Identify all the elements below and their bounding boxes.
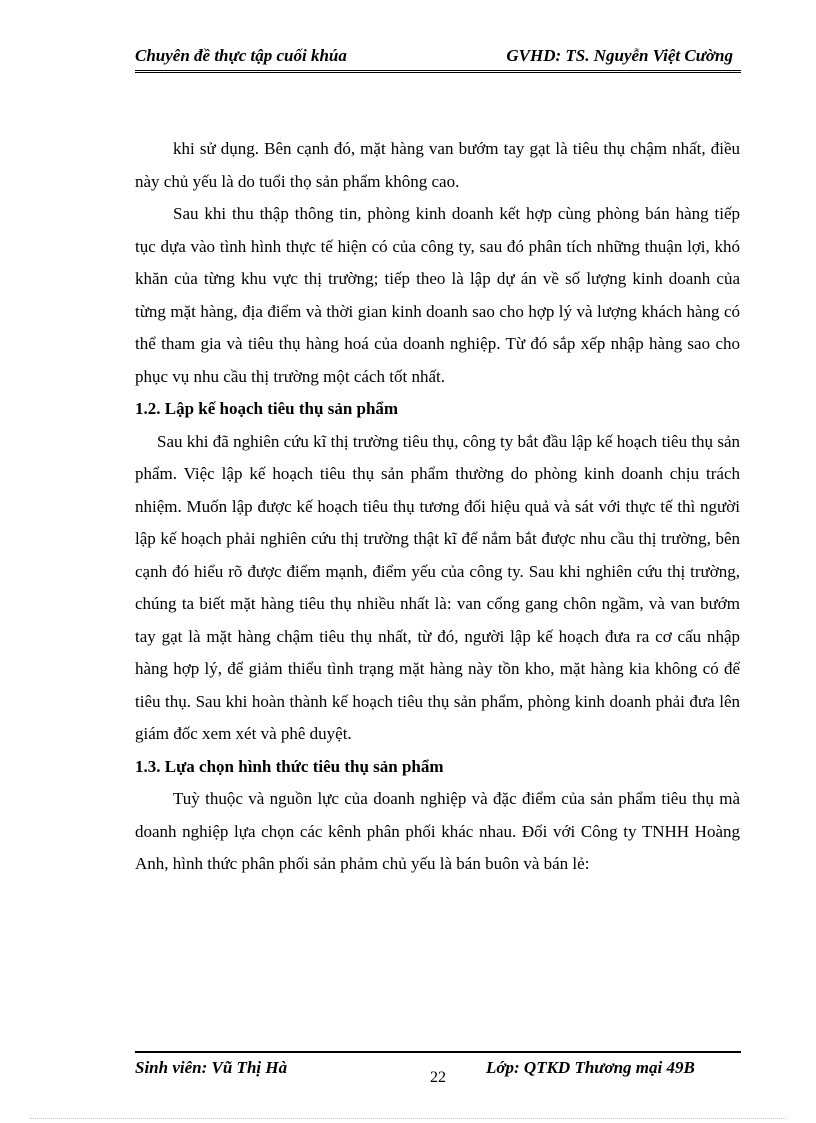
paragraph-distribution: Tuỳ thuộc và nguồn lực của doanh nghiệp và đặc điểm của sản phẩm tiêu thụ mà doanh nghiệp lựa chọn các kênh phân phối khác nhau. Đối với Công ty TNHH Hoàng Anh, hình thức phân phối sản phảm chủ yếu là bán buôn và bán lẻ: [135,789,740,873]
header-advisor: GVHD: TS. Nguyễn Việt Cường [506,46,733,65]
document-body [135,133,740,881]
header-document-title: Chuyên đề thực tập cuối khúa [135,46,347,65]
paragraph-information-gathering: Sau khi thu thập thông tin, phòng kinh doanh kết hợp cùng phòng bán hàng tiếp tục dựa vào tình hình thực tế hiện có của công ty, sau đó phân tích những thuận lợi, khó khăn của từng khu vực thị trường; tiếp theo là lập dự án về số lượng kinh doanh của từng mặt hàng, địa điểm và thời gian kinh doanh sao cho hợp lý và lượng khách hàng có thể tham gia và tiêu thụ hàng hoá của doanh nghiệp. Từ đó sắp xếp nhập hàng sao cho phục vụ nhu cầu thị trường một cách tốt nhất. [135,204,740,386]
footer-student: Sinh viên: Vũ Thị Hà [135,1058,288,1077]
footer-divider [135,1051,741,1053]
page-header [135,44,741,73]
section-heading-1-2: 1.2. Lập kế hoạch tiêu thụ sản phẩm [135,399,399,418]
paragraph-continuation: khi sử dụng. Bên cạnh đó, mặt hàng van bướm tay gạt là tiêu thụ chậm nhất, điều này chủ yếu là do tuổi thọ sản phẩm không cao. [135,139,740,191]
page-number: 22 [430,1069,446,1086]
paragraph-sales-plan: Sau khi đã nghiên cứu kĩ thị trường tiêu thụ, công ty bắt đầu lập kế hoạch tiêu thụ sản phẩm. Việc lập kế hoạch tiêu thụ sản phẩm thường do phòng kinh doanh chịu trách nhiệm. Muốn lập được kế hoạch tiêu thụ tương đối hiệu quả và sát với thực tế thì người lập kế hoạch phải nghiên cứu thị trường thật kĩ để nắm bắt được nhu cầu thị trường, bên cạnh đó hiểu rõ được điểm mạnh, điểm yếu của công ty. Sau khi nghiên cứu thị trường, chúng ta biết mặt hàng tiêu thụ nhiều nhất là: van cổng gang chôn ngầm, và van bướm tay gạt là mặt hàng chậm tiêu thụ nhất, từ đó, người lập kế hoạch đưa ra cơ cấu nhập hàng hợp lý, để giảm thiểu tình trạng mặt hàng này tồn kho, mặt hàng kia không có để tiêu thụ. Sau khi hoàn thành kế hoạch tiêu thụ sản phẩm, phòng kinh doanh phải đưa lên giám đốc xem xét và phê duyệt. [135,431,740,743]
footer-class: Lớp: QTKD Thương mại 49B [486,1058,695,1077]
page-edge-divider [30,1118,786,1119]
section-heading-1-3: 1.3. Lựa chọn hình thức tiêu thụ sản phẩm [135,756,444,776]
